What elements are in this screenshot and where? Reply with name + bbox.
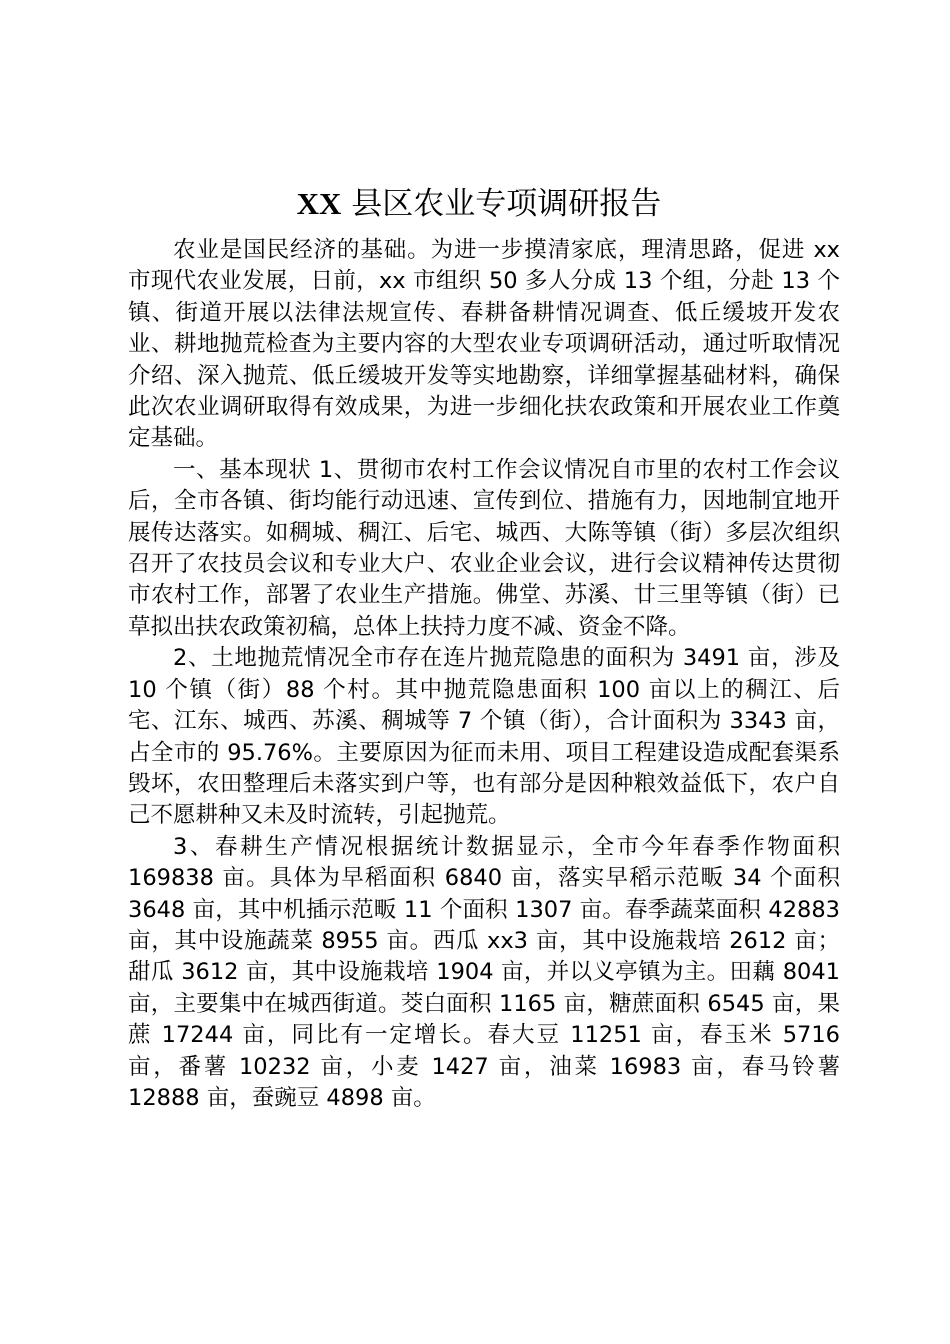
- paragraph-land-abandonment: 2、土地抛荒情况全市存在连片抛荒隐患的面积为 3491 亩，涉及 10 个镇（街）88 个村。其中抛荒隐患面积 100 亩以上的稠江、后宅、江东、城西、苏溪、稠城等 7 个镇（街），合计面积为 3343 亩，占全市的 95.76%。主要原因为征而未用、项目工程建设造成配套渠系毁坏，农田整理后未落实到户等，也有部分是因种粮效益低下，农户自己不愿耕种又未及时流转，引起抛荒。: [128, 645, 840, 829]
- document-title: [0, 184, 950, 224]
- paragraph-spring-farming: 3、春耕生产情况根据统计数据显示，全市今年春季作物面积 169838 亩。具体为早稻面积 6840 亩，落实早稻示范畈 34 个面积 3648 亩，其中机插示范畈 11 个面积 1307 亩。春季蔬菜面积 42883 亩，其中设施蔬菜 8955 亩。西瓜 xx3 亩，其中设施栽培 2612 亩；甜瓜 3612 亩，其中设施栽培 1904 亩，并以义亭镇为主。田藕 8041 亩，主要集中在城西街道。茭白面积 1165 亩，糖蔗面积 6545 亩，果蔗 17244 亩，同比有一定增长。春大豆 11251 亩，春玉米 5716 亩，番薯 10232 亩，小麦 1427 亩，油菜 16983 亩，春马铃薯 12888 亩，蚕豌豆 4898 亩。: [128, 833, 840, 1111]
- paragraph-intro: 农业是国民经济的基础。为进一步摸清家底，理清思路，促进 xx 市现代农业发展，日前，xx 市组织 50 多人分成 13 个组，分赴 13 个镇、街道开展以法律法规宣传、春耕备耕情况调查、低丘缓坡开发农业、耕地抛荒检查为主要内容的大型农业专项调研活动，通过听取情况介绍、深入抛荒、低丘缓坡开发等实地勘察，详细掌握基础材料，确保此次农业调研取得有效成果，为进一步细化扶农政策和开展农业工作奠定基础。: [128, 237, 840, 452]
- document-body: [128, 235, 840, 1114]
- title-prefix: XX: [296, 186, 342, 221]
- title-main: 县区农业专项调研报告: [341, 186, 662, 222]
- paragraph-current-status: 一、基本现状 1、贯彻市农村工作会议情况自市里的农村工作会议后，全市各镇、街均能行动迅速、宣传到位、措施有力，因地制宜地开展传达落实。如稠城、稠江、后宅、城西、大陈等镇（街）多层次组织召开了农技员会议和专业大户、农业企业会议，进行会议精神传达贯彻市农村工作，部署了农业生产措施。佛堂、苏溪、廿三里等镇（街）已草拟出扶农政策初稿，总体上扶持力度不减、资金不降。: [128, 456, 840, 640]
